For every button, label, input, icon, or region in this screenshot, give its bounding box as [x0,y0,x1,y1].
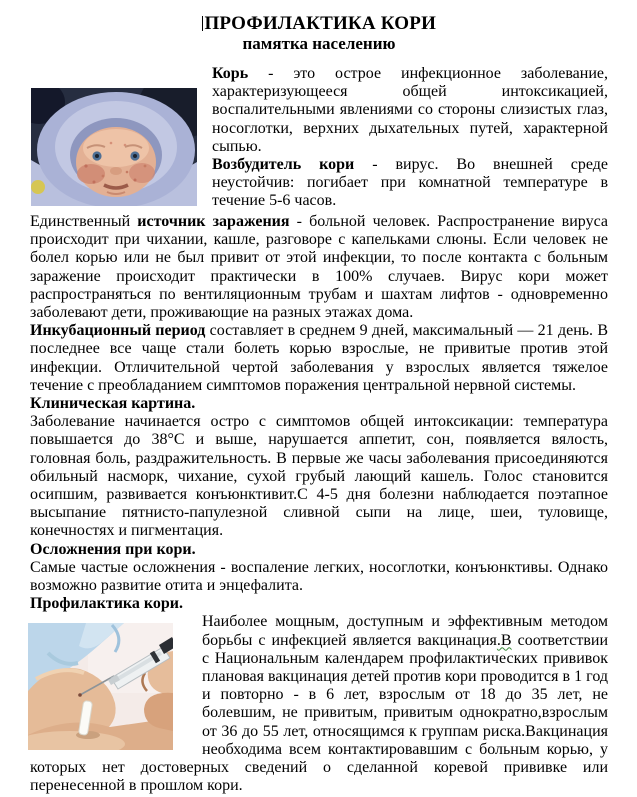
heading-clinical-picture-text: Клиническая картина. [30,395,196,413]
page-subtitle: памятка населению [242,34,396,53]
term-source-of-infection: источник заражения [137,213,290,230]
pathogen-text: - вирус. Во внешней среде неустойчив: погибает при комнатной температуре в течение 5-6 часов. [212,156,608,210]
source-text: - больной человек. Распространение вируса происходит при чихании, кашле, разговоре с капельками слюны. Если человек не болел корью или не был привит от этой инфекции, то после контакта с больным заражение происходит практически в 100% случаев. Вирус кори может распространяться по вентиляционным трубам и шахтам лифтов - одновременно заболевают дети, проживающие на разных этажах дома. [30,213,608,322]
heading-complications-text: Осложнения при кори. [30,540,196,558]
baby-photo-image [31,88,197,206]
source-pre-text: Единственный [30,213,138,230]
vaccination-photo-image [28,623,173,750]
paragraph-incubation [30,322,608,395]
paragraph-measles-definition [212,65,608,156]
measles-definition-text: - это острое инфекционное заболевание, характеризующееся общей интоксикацией, воспалительными явлениями со стороны слизистых глаз, носоглотки, верхних дыхательных путей, характерной сыпью. [212,65,608,155]
paragraph-clinical-picture: Заболевание начинается остро с симптомов общей интоксикации: температура повышается до 38°С и выше, нарушается аппетит, сон, появляется вялость, головная боль, раздражительность. В первые же часы заболевания присоединяются обильный насморк, чихание, сухой грубый лающий кашель. Голос становится осипшим, развивается конъюнктивит.С 4-5 дня болезни наблюдается поэтапное высыпание пятнисто-папулезной сливной сыпи на лице, шеи, туловище, конечностях и пигментация. [30,413,608,540]
prevention-text-start: Наиболее мощным, доступным и эффективным методом борьбы с инфекцией является вакцинация [202,613,608,649]
page-title [30,13,608,34]
incubation-text: составляет в среднем 9 дней, максимальный — 21 день. В последнее все чаще стали болеть корью взрослые, не привитые против этой инфекции. Отличительной чертой заболевания у взрослых является тяжелое течение с преобладанием симптомов поражения центральной нервной системы. [30,322,609,394]
baby-rash-photo [31,88,197,206]
heading-prevention [30,595,608,613]
term-incubation-period: Инкубационный период [30,322,206,340]
paragraph-source-of-infection [30,213,608,322]
term-pathogen: Возбудитель кори [212,156,355,174]
page-title-text: ПРОФИЛАКТИКА КОРИ [204,13,437,34]
heading-prevention-text: Профилактика кори. [30,595,184,613]
prevention-section [30,613,608,795]
paragraph-pathogen [212,156,608,211]
vaccination-photo [28,623,173,750]
term-measles: Корь [212,65,249,82]
paragraph-complications: Самые частые осложнения - воспаление легких, носоглотки, конъюнктивы. Однако возможно развитие отита и энцефалита. [30,558,608,595]
heading-complications [30,541,608,559]
heading-clinical-picture [30,395,608,413]
spellcheck-flagged-text: .В [496,631,512,649]
prevention-text-end: соответствии с Национальным календарем профилактических прививок плановая вакцинация детей против кори проводится в 1 год и повторно - в 6 лет, взрослым от 18 до 35 лет, не болевшим, не привитым, привитым однократно,взрослым от 36 до 55 лет, относящимся к группам риска.Вакцинация необходима всем контактировавшим с больным корью, у которых нет достоверных сведений о сделанной коревой прививке или перенесенной в прошлом кори. [30,631,609,795]
